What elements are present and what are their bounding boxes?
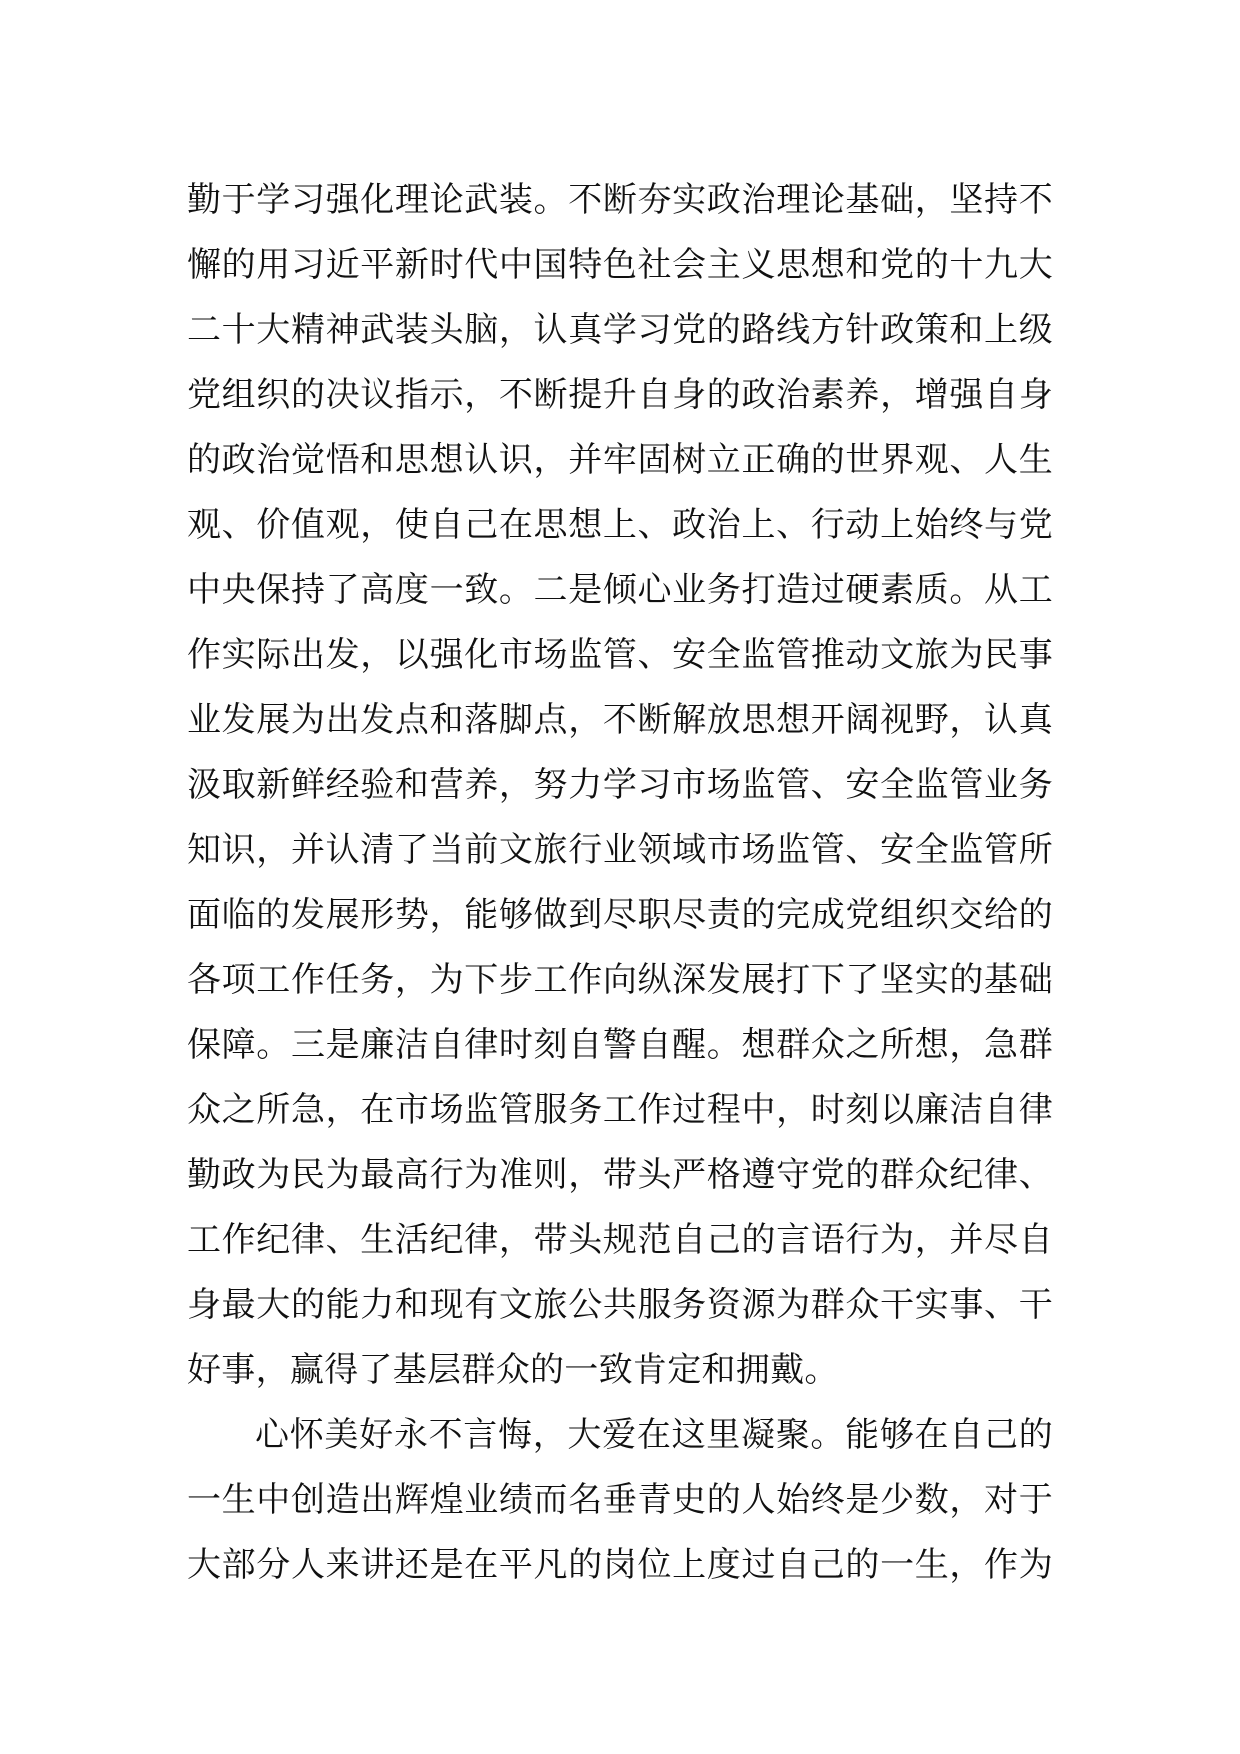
- text-line: 观、价值观，使自己在思想上、政治上、行动上始终与党: [187, 505, 1053, 545]
- text-line: 作实际出发，以强化市场监管、安全监管推动文旅为民事: [187, 635, 1053, 675]
- text-line: 大部分人来讲还是在平凡的岗位上度过自己的一生，作为: [187, 1545, 1053, 1585]
- body-text: [187, 168, 1053, 1598]
- text-line: 好事，赢得了基层群众的一致肯定和拥戴。: [187, 1350, 839, 1390]
- text-line: 党组织的决议指示，不断提升自身的政治素养，增强自身: [187, 375, 1053, 415]
- text-line: 心怀美好永不言悔，大爱在这里凝聚。能够在自己的: [255, 1415, 1053, 1455]
- text-line: 身最大的能力和现有文旅公共服务资源为群众干实事、干: [187, 1285, 1053, 1325]
- text-line: 的政治觉悟和思想认识，并牢固树立正确的世界观、人生: [187, 440, 1053, 480]
- text-line: 二十大精神武装头脑，认真学习党的路线方针政策和上级: [187, 310, 1053, 350]
- text-line: 勤于学习强化理论武装。不断夯实政治理论基础，坚持不: [187, 180, 1053, 220]
- text-line: 懈的用习近平新时代中国特色社会主义思想和党的十九大: [187, 245, 1053, 285]
- text-line: 中央保持了高度一致。二是倾心业务打造过硬素质。从工: [187, 570, 1053, 610]
- text-line: 众之所急，在市场监管服务工作过程中，时刻以廉洁自律: [187, 1090, 1053, 1130]
- text-line: 保障。三是廉洁自律时刻自警自醒。想群众之所想，急群: [187, 1025, 1053, 1065]
- text-line: 业发展为出发点和落脚点，不断解放思想开阔视野，认真: [187, 700, 1053, 740]
- text-line: 勤政为民为最高行为准则，带头严格遵守党的群众纪律、: [187, 1155, 1053, 1195]
- text-line: 知识，并认清了当前文旅行业领域市场监管、安全监管所: [187, 830, 1053, 870]
- text-line: 一生中创造出辉煌业绩而名垂青史的人始终是少数，对于: [187, 1480, 1053, 1520]
- text-line: 汲取新鲜经验和营养，努力学习市场监管、安全监管业务: [187, 765, 1053, 805]
- text-line: 面临的发展形势，能够做到尽职尽责的完成党组织交给的: [187, 895, 1053, 935]
- text-line: 工作纪律、生活纪律，带头规范自己的言语行为，并尽自: [187, 1220, 1053, 1260]
- text-line: 各项工作任务，为下步工作向纵深发展打下了坚实的基础: [187, 960, 1053, 1000]
